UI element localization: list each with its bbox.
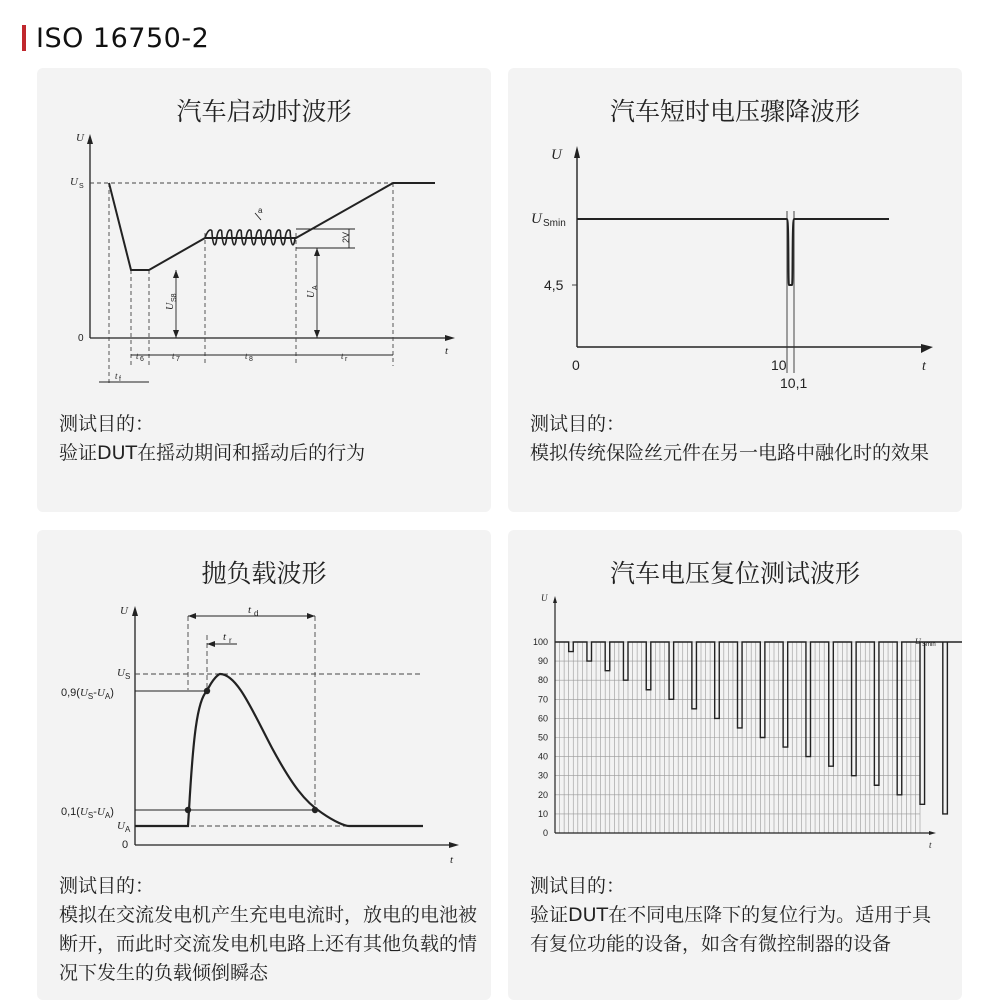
purpose-label: 测试目的： (59, 413, 155, 435)
usmin-label: U (915, 637, 921, 646)
td-label: t (248, 604, 252, 616)
us8-sub: S8 (171, 293, 178, 302)
card-title: 抛负载波形 (201, 559, 327, 588)
purpose-label: 测试目的： (59, 875, 155, 897)
tf-label: t (115, 371, 118, 381)
y-tick-label: 90 (537, 656, 548, 667)
us-label: U (117, 667, 125, 679)
td-sub: d (254, 609, 259, 618)
test-purpose (59, 872, 477, 988)
x-axis-label: t (445, 345, 449, 357)
usmin-label: U (531, 211, 542, 227)
n01-label: $0,1(U_S-U_A)$ (61, 806, 114, 820)
test-purpose (530, 410, 948, 468)
zero-label: 0 (122, 839, 129, 851)
card-voltage-dip-waveform (508, 68, 962, 512)
x-axis-label: t (929, 840, 932, 850)
y-tick-label: 60 (537, 713, 548, 724)
usmin-sub: Smin (922, 642, 936, 648)
t6-sub: 6 (140, 356, 144, 363)
card-title: 汽车电压复位测试波形 (609, 559, 860, 588)
purpose-text: 验证DUT在不同电压降下的复位行为。适用于具有复位功能的设备，如含有微控制器的设备 (530, 904, 932, 955)
v45-label: 4,5 (544, 277, 564, 293)
tf-sub: f (119, 376, 121, 383)
page-title: ISO 16750-2 (36, 22, 210, 54)
t7-label: t (172, 351, 175, 361)
y-tick-label: 20 (537, 789, 548, 800)
y-axis-label: U (541, 593, 548, 603)
two-v-label: 2V (341, 231, 351, 243)
accent-bar (22, 25, 26, 51)
card-load-dump-waveform (37, 530, 491, 1000)
card-voltage-reset-waveform (508, 530, 962, 1000)
y-tick-label: 30 (537, 770, 548, 781)
page-header (22, 20, 209, 56)
tr-label: t (223, 631, 227, 643)
card-title: 汽车启动时波形 (176, 97, 352, 126)
zero-label: 0 (78, 333, 84, 344)
voltage-reset-chart (508, 530, 962, 880)
zero-label: 0 (572, 357, 580, 373)
us-sub: S (79, 183, 84, 190)
n09-label: $0,9(U_S-U_A)$ (61, 687, 114, 701)
ua-label: U (306, 290, 317, 298)
t101-label: 10,1 (780, 375, 808, 391)
test-purpose (530, 872, 948, 959)
tr-sub: r (345, 356, 348, 363)
test-purpose (59, 410, 477, 468)
y-tick-label: 100 (532, 637, 548, 647)
x-axis-label: t (922, 359, 926, 374)
ua-sub: A (312, 285, 319, 290)
card-title: 汽车短时电压骤降波形 (609, 97, 860, 126)
tr-label: t (341, 351, 344, 361)
us-sub: S (125, 672, 131, 681)
load-dump-chart (37, 530, 491, 880)
cranking-waveform-chart (37, 68, 491, 408)
us-label: U (70, 176, 78, 188)
card-cranking-waveform (37, 68, 491, 512)
usmin-sub: Smin (543, 218, 566, 229)
y-tick-label: 50 (537, 732, 548, 743)
t8-label: t (245, 351, 248, 361)
ua-sub: A (125, 825, 131, 834)
x-axis-label: t (450, 854, 454, 866)
y-tick-label: 80 (537, 675, 548, 686)
purpose-text: 验证DUT在摇动期间和摇动后的行为 (59, 442, 366, 464)
purpose-label: 测试目的： (530, 413, 626, 435)
us8-label: U (165, 302, 176, 310)
y-tick-label: 70 (537, 694, 548, 705)
y-tick-label: 10 (537, 808, 548, 819)
t10-label: 10 (771, 357, 787, 373)
a-label: a (258, 206, 263, 215)
y-tick-label: 40 (537, 751, 548, 762)
y-axis-label: U (76, 132, 84, 144)
purpose-text: 模拟传统保险丝元件在另一电路中融化时的效果 (530, 442, 930, 464)
purpose-text: 模拟在交流发电机产生充电电流时，放电的电池被断开，而此时交流发电机电路上还有其他负载的情况下发生的负载倾倒瞬态 (59, 904, 478, 984)
ua-label: U (117, 820, 125, 832)
t7-sub: 7 (176, 356, 180, 363)
tr-sub: r (229, 636, 232, 645)
purpose-label: 测试目的： (530, 875, 626, 897)
y-axis-label: U (551, 147, 562, 163)
y-tick-label: 0 (542, 828, 548, 838)
t8-sub: 8 (249, 356, 253, 363)
voltage-dip-chart (508, 68, 962, 408)
y-axis-label: U (120, 605, 128, 617)
t6-label: t (136, 351, 139, 361)
